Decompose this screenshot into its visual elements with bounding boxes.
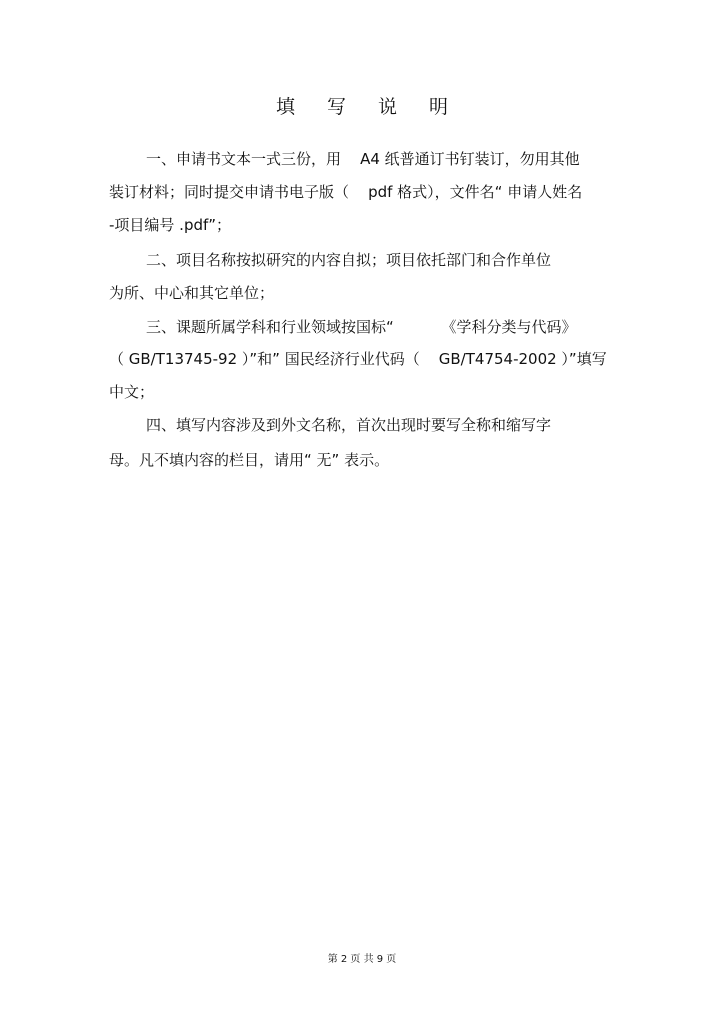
instruction-line: （ GB/T13745-92 ）”和” 国民经济行业代码（ GB/T4754-2002 ）”填写 [109,350,607,368]
instruction-line: 母。凡不填内容的栏目，请用“ 无” 表示。 [109,451,390,469]
instruction-line: 四、填写内容涉及到外文名称，首次出现时要写全称和缩写字 [146,416,552,434]
instruction-line: -项目编号 .pdf”； [109,216,232,234]
document-title: 填 写 说 明 [275,96,462,118]
instruction-line: 装订材料；同时提交申请书电子版（ pdf 格式），文件名“ 申请人姓名 [109,183,583,201]
instruction-line: 二、项目名称按拟研究的内容自拟；项目依托部门和合作单位 [146,251,552,269]
instruction-line: 中文； [109,383,155,401]
instruction-line: 一、申请书文本一式三份，用 A4 纸普通订书钉装订，勿用其他 [146,150,580,168]
instruction-line: 三、课题所属学科和行业领域按国标“ 《学科分类与代码》 [146,318,577,336]
page-number: 第 2 页 共 9 页 [327,954,397,965]
instruction-line: 为所、中心和其它单位； [109,284,275,302]
